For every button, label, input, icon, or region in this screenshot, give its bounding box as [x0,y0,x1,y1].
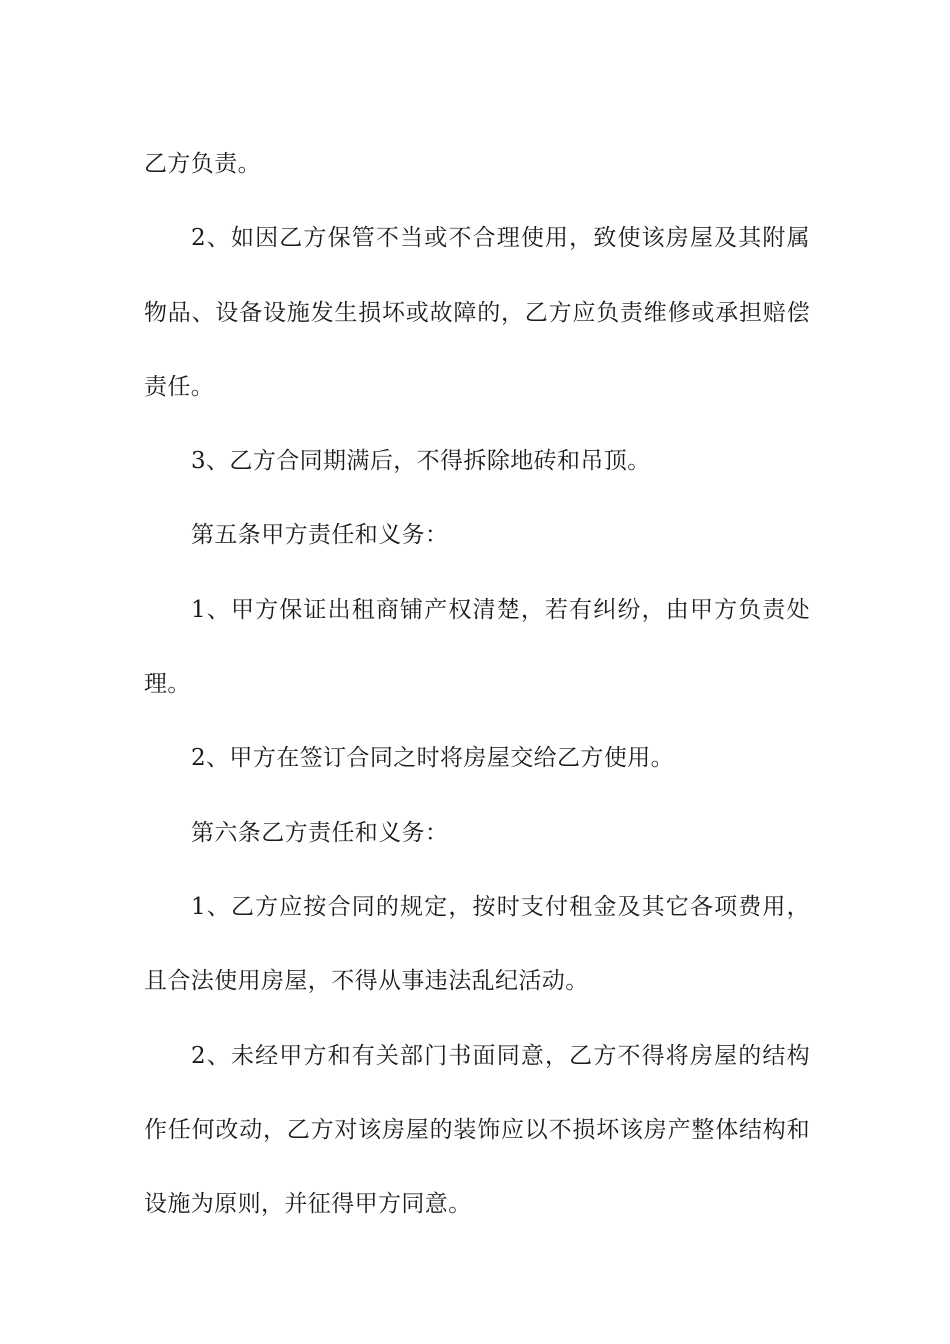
section-heading-article-6: 第六条乙方责任和义务： [191,819,449,846]
document-body [144,127,810,1241]
paragraph-clause-5-1: 1、甲方保证出租商铺产权清楚，若有纠纷，由甲方负责处理。 [144,596,810,698]
paragraph-clause-5-2: 2、甲方在签订合同之时将房屋交给乙方使用。 [191,745,675,772]
paragraph-clause-4-2: 2、如因乙方保管不当或不合理使用，致使该房屋及其附属物品、设备设施发生损坏或故障的，乙方应负责维修或承担赔偿责任。 [144,225,810,400]
paragraph-continuation: 乙方负责。 [144,151,261,177]
section-heading-article-5: 第五条甲方责任和义务： [191,522,449,549]
paragraph-clause-6-2: 2、未经甲方和有关部门书面同意，乙方不得将房屋的结构作任何改动，乙方对该房屋的装饰应以不损坏该房产整体结构和设施为原则，并征得甲方同意。 [144,1042,810,1218]
paragraph-clause-4-3: 3、乙方合同期满后，不得拆除地砖和吊顶。 [191,448,651,475]
paragraph-clause-6-1: 1、乙方应按合同的规定，按时支付租金及其它各项费用，且合法使用房屋，不得从事违法乱纪活动。 [144,893,810,995]
